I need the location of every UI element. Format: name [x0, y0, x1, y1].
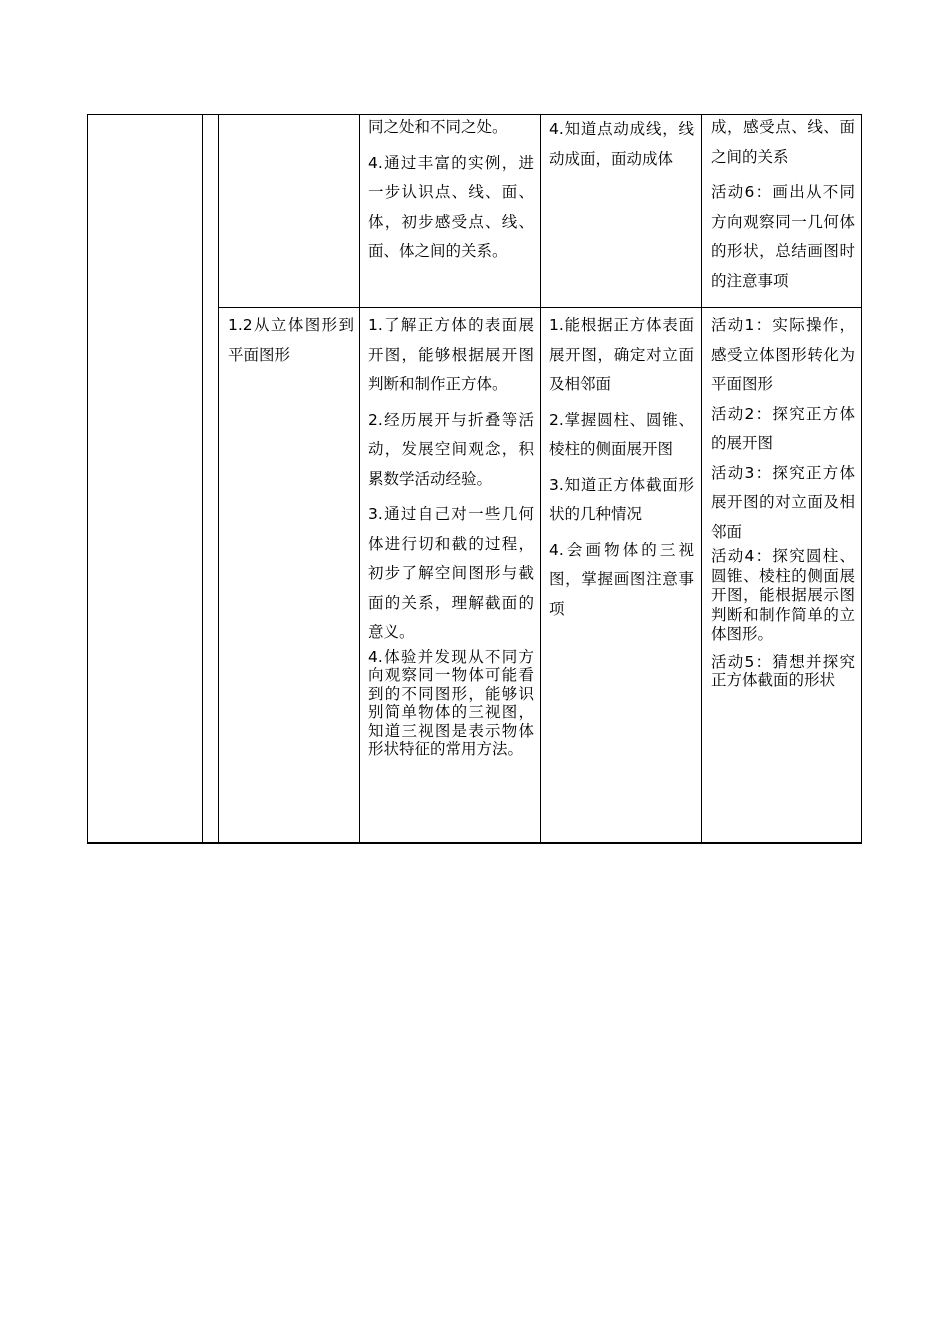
topic-label: 1.2从立体图形到平面图形	[228, 316, 354, 364]
bottom-act-4: 活动4：探究圆柱、圆锥、棱柱的侧面展开图，能根据展示图判断和制作简单的立体图形。	[711, 547, 855, 643]
top-goal-1: 同之处和不同之处。	[368, 118, 508, 136]
curriculum-table	[87, 114, 862, 844]
top-goal-2: 4.通过丰富的实例，进一步认识点、线、面、体，初步感受点、线、面、体之间的关系。	[368, 153, 534, 260]
top-req-cell	[549, 115, 694, 180]
bottom-req-2: 2.掌握圆柱、圆锥、棱柱的侧面展开图	[549, 410, 694, 458]
top-act-2: 活动6：画出从不同方向观察同一几何体的形状，总结画图时的注意事项	[711, 183, 855, 290]
bottom-req-3: 3.知道正方体截面形状的几种情况	[549, 475, 694, 523]
top-goal-cell	[368, 113, 534, 273]
col-divider	[202, 115, 203, 842]
bottom-req-1: 1.能根据正方体表面展开图，确定对立面及相邻面	[549, 316, 694, 393]
bottom-act-5: 活动5：猜想并探究正方体截面的形状	[711, 652, 855, 689]
bottom-goal-3: 3.通过自己对一些几何体进行切和截的过程，初步了解空间图形与截面的关系，理解截面的意义。	[368, 505, 534, 641]
bottom-req-4: 4.会画物体的三视图，掌握画图注意事项	[549, 540, 694, 618]
topic-cell	[228, 311, 354, 376]
bottom-act-3: 活动3：探究正方体展开图的对立面及相邻面	[711, 463, 855, 541]
bottom-act-cell	[711, 311, 855, 696]
top-req-1: 4.知道点动成线，线动成面，面动成体	[549, 120, 694, 168]
bottom-goal-2: 2.经历展开与折叠等活动，发展空间观念，积累数学活动经验。	[368, 410, 534, 488]
bottom-goal-4: 4.体验并发现从不同方向观察同一物体可能看到的不同图形，能够识别简单物体的三视图，知道三视图是表示物体形状特征的常用方法。	[368, 647, 534, 758]
top-act-cell	[711, 113, 855, 302]
bottom-goal-1: 1.了解正方体的表面展开图，能够根据展开图判断和制作正方体。	[368, 316, 534, 393]
row-divider	[218, 307, 861, 308]
bottom-act-2: 活动2：探究正方体的展开图	[711, 404, 855, 452]
bottom-goal-cell	[368, 311, 534, 759]
col-divider	[540, 115, 541, 842]
bottom-act-1: 活动1：实际操作，感受立体图形转化为平面图形	[711, 316, 855, 393]
col-divider	[701, 115, 702, 842]
top-act-1: 成，感受点、线、面之间的关系	[711, 118, 855, 166]
bottom-req-cell	[549, 311, 694, 630]
col-divider	[359, 115, 360, 842]
col-divider	[218, 115, 219, 842]
